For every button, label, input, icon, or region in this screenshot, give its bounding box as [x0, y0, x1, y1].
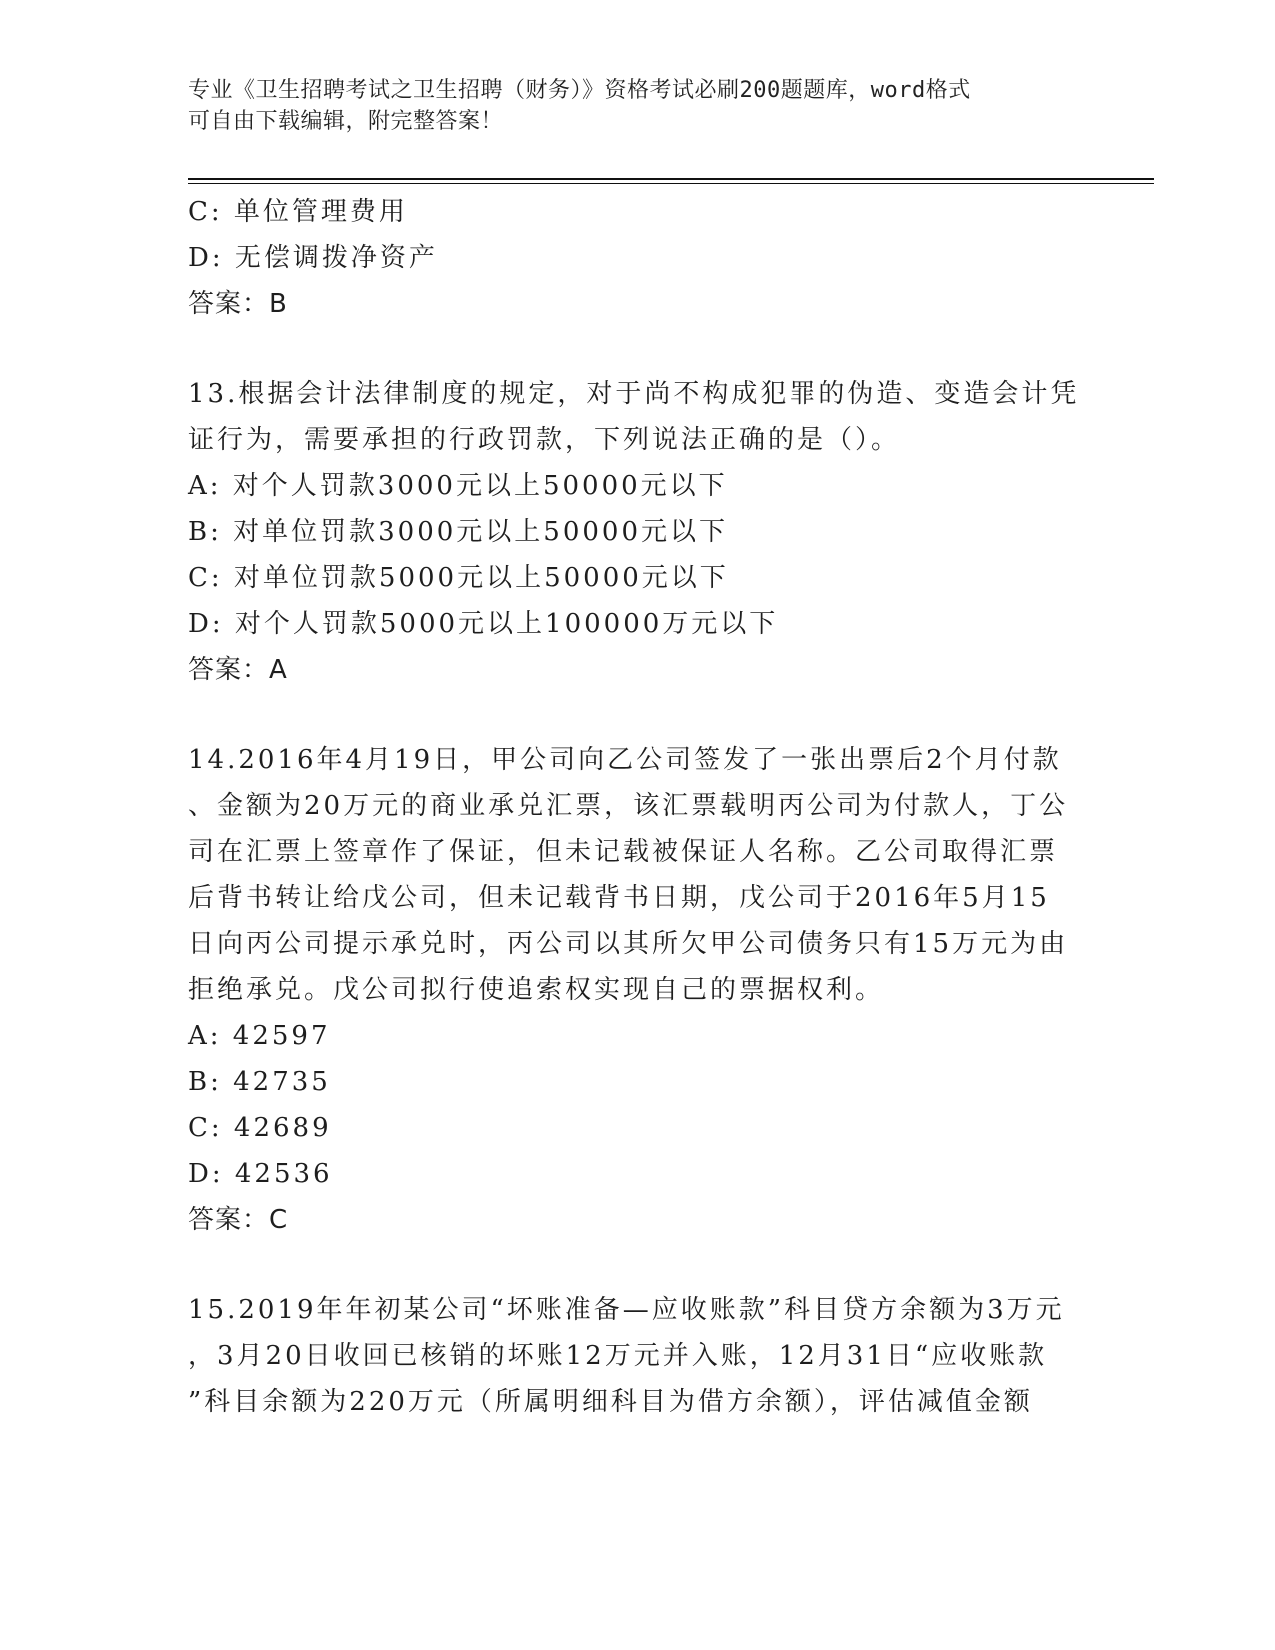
- q13-option-b: B: 对单位罚款3000元以上50000元以下: [188, 517, 729, 547]
- spacer: [188, 693, 1088, 737]
- q14-option-a: A: 42597: [188, 1021, 331, 1051]
- q13-stem-line-1: 13.根据会计法律制度的规定，对于尚不构成犯罪的伪造、变造会计凭: [188, 379, 1080, 409]
- q13-option-d: D: 对个人罚款5000元以上100000万元以下: [188, 609, 779, 639]
- q14-option-d: D: 42536: [188, 1159, 333, 1189]
- page-header: [188, 75, 1088, 137]
- q14-stem-line-2: 、金额为20万元的商业承兑汇票，该汇票载明丙公司为付款人，丁公: [188, 791, 1069, 821]
- q13-option-a: A: 对个人罚款3000元以上50000元以下: [188, 471, 728, 501]
- q15-stem-line-3: ”科目余额为220万元（所属明细科目为借方余额），评估减值金额: [188, 1387, 1033, 1417]
- header-title-line-1: 专业《卫生招聘考试之卫生招聘（财务）》资格考试必刷200题题库，word格式: [188, 78, 971, 103]
- question-14: [188, 737, 1088, 1243]
- document-body: [188, 189, 1088, 1425]
- q13-stem-line-2: 证行为，需要承担的行政罚款，下列说法正确的是（）。: [188, 425, 901, 455]
- q14-answer: 答案：C: [188, 1205, 289, 1235]
- header-divider-thick: [188, 178, 1154, 180]
- q14-option-c: C: 42689: [188, 1113, 332, 1143]
- q14-option-b: B: 42735: [188, 1067, 331, 1097]
- q14-stem-line-6: 拒绝承兑。戊公司拟行使追索权实现自己的票据权利。: [188, 975, 885, 1005]
- question-12-tail: [188, 189, 1088, 327]
- question-13: [188, 371, 1088, 693]
- header-divider-thin: [188, 183, 1154, 184]
- q12-answer: 答案：B: [188, 289, 288, 319]
- q14-stem-line-4: 后背书转让给戊公司，但未记载背书日期，戊公司于2016年5月15: [188, 883, 1050, 913]
- q15-stem-line-2: ，3月20日收回已核销的坏账12万元并入账，12月31日“应收账款: [188, 1341, 1048, 1371]
- q12-option-d: D: 无偿调拨净资产: [188, 243, 438, 273]
- header-title-line-2: 可自由下载编辑，附完整答案！: [188, 109, 504, 134]
- q13-answer: 答案：A: [188, 655, 288, 685]
- q14-stem-line-5: 日向丙公司提示承兑时，丙公司以其所欠甲公司债务只有15万元为由: [188, 929, 1069, 959]
- q15-stem-line-1: 15.2019年年初某公司“坏账准备—应收账款”科目贷方余额为3万元: [188, 1295, 1065, 1325]
- question-15: [188, 1287, 1088, 1425]
- q13-option-c: C: 对单位罚款5000元以上50000元以下: [188, 563, 729, 593]
- q14-stem-line-3: 司在汇票上签章作了保证，但未记载被保证人名称。乙公司取得汇票: [188, 837, 1059, 867]
- spacer: [188, 327, 1088, 371]
- q12-option-c: C: 单位管理费用: [188, 197, 408, 227]
- q14-stem-line-1: 14.2016年4月19日，甲公司向乙公司签发了一张出票后2个月付款: [188, 745, 1062, 775]
- spacer: [188, 1243, 1088, 1287]
